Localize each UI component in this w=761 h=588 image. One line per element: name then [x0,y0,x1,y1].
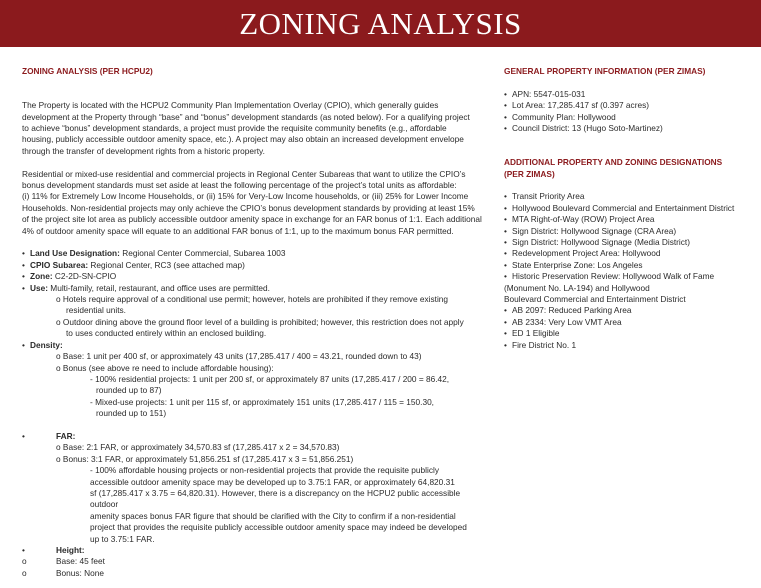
zoning-analysis-heading: ZONING ANALYSIS (PER HCPU2) [22,66,153,76]
designation-item: • State Enterprise Zone: Los Angeles [504,260,754,271]
designation-item: • Fire District No. 1 [504,340,754,351]
far-item: • FAR: [22,431,484,442]
density-residential: - 100% residential projects: 1 unit per 200 sf, or approximately 87 units (17,285.417 / 200 = 86.42, [90,373,450,384]
far-detail-line: project that provides the requisite publicly accessible outdoor amenity space may indeed be developed [90,522,467,533]
designation-item: • Sign District: Hollywood Signage (CRA Area) [504,226,754,237]
far-bonus: o Bonus: 3:1 FAR, or approximately 51,856.251 sf (17,285.417 x 3 = 51,856.251) [56,453,354,464]
height-base: o Base: 45 feet [22,556,105,567]
far-detail-line: accessible outdoor amenity space may be developed up to 3.75:1 FAR, or approximately 64,820.31 [90,476,455,487]
designation-item: • ED 1 Eligible [504,328,754,339]
height-bonus: o Bonus: None [22,567,104,578]
designation-item: • Hollywood Boulevard Commercial and Entertainment District [504,203,754,214]
cpio-subarea-item: • CPIO Subarea: Regional Center, RC3 (see attached map) [22,260,484,271]
density-mixed-cont: rounded up to 151) [96,408,167,419]
page-title: ZONING ANALYSIS [239,5,522,41]
intro-paragraph [22,100,484,157]
far-detail-line: sf (17,285.417 x 3.75 = 64,820.31). However, there is a discrepancy on the HCPU2 public accessible outdoor [90,487,461,510]
text-line: through the transfer of development rights from a historic property. [22,145,265,156]
affordability-paragraph [22,169,484,237]
far-base: o Base: 2:1 FAR, or approximately 34,570.83 sf (17,285.417 x 2 = 34,570.83) [56,442,340,453]
text-line: (i) 11% for Extremely Low Income Households, or (ii) 15% for Very-Low Income households, or (iii) 25% for Lower Income [22,191,469,202]
general-info-item: • Council District: 13 (Hugo Soto-Martinez) [504,123,754,134]
general-info-item: • Community Plan: Hollywood [504,112,754,123]
density-item: • Density: [22,340,484,351]
zoning-analysis-column [22,66,484,579]
density-mixed: - Mixed-use projects: 1 unit per 115 sf, or approximately 151 units (17,285.417 / 115 = 150.30, [90,396,434,407]
text-line: Households. Non-residential projects may only achieve the CPIO’s bonus development standards by providing at least 15% [22,202,475,213]
height-item: • Height: [22,545,484,556]
far-detail-line: up to 3.75:1 FAR. [90,533,155,544]
historic-review-item: • Historic Preservation Review: Hollywood Walk of Fame [504,271,754,282]
text-line: Residential or mixed-use residential and commercial projects in Regional Center Subareas that want to utilize the CPIO’s [22,168,466,179]
density-bonus: o Bonus (see above re need to include affordable housing): [56,362,274,373]
text-line: to achieve “bonus” development standards, a project must provide the requisite community benefits (e.g., affordable [22,123,447,133]
text-line: 4% of outdoor amenity space will equate to an additional FAR bonus of 1:1, up to the maximum bonus FAR permitted. [22,225,454,236]
density-base: o Base: 1 unit per 400 sf, or approximately 43 units (17,285.417 / 400 = 43.21, rounded down to 43) [56,351,422,362]
zone-item: • Zone: C2-2D-SN-CPIO [22,271,484,282]
far-detail-line: amenity spaces bonus FAR figure that should be clarified with the City to confirm if a non-residential [90,510,456,521]
designation-item: • MTA Right-of-Way (ROW) Project Area [504,214,754,225]
designation-item: • Transit Priority Area [504,191,754,202]
designation-item: • Sign District: Hollywood Signage (Media District) [504,237,754,248]
text-line: housing, publicly accessible outdoor amenity space, etc.). A project may also obtain an increased development envelope [22,134,464,145]
text-line: development at the Property through “base” and “bonus” development standards (as noted below). For a qualifying project [22,111,470,122]
text-line: bonus development standards must set aside at least the following percentage of the project’s total units as affordable: [22,180,457,191]
additional-designations-heading: ADDITIONAL PROPERTY AND ZONING DESIGNATIONS (PER ZIMAS) [504,157,723,179]
general-info-item: • APN: 5547-015-031 [504,89,754,100]
use-hotels-cont: residential units. [66,305,126,316]
use-outdoor: o Outdoor dining above the ground floor level of a building is prohibited; however, this restriction does not apply [56,316,464,327]
designation-item: • Redevelopment Project Area: Hollywood [504,248,754,259]
property-info-column [504,66,754,351]
general-info-item: • Lot Area: 17,285.417 sf (0.397 acres) [504,100,754,111]
designation-item: • AB 2097: Reduced Parking Area [504,305,754,316]
general-info-heading: GENERAL PROPERTY INFORMATION (PER ZIMAS) [504,66,706,76]
far-detail-line: - 100% affordable housing projects or non-residential projects that provide the requisite publicly [90,465,439,476]
historic-review-cont: Boulevard Commercial and Entertainment District [504,294,686,305]
historic-review-cont: (Monument No. LA-194) and Hollywood [504,282,650,293]
designation-item: • AB 2334: Very Low VMT Area [504,317,754,328]
use-item: • Use: Multi-family, retail, restaurant, and office uses are permitted. [22,283,484,294]
density-residential-cont: rounded up to 87) [96,385,162,396]
title-banner [0,0,761,47]
text-line: of the project site lot area as publicly accessible outdoor amenity space in exchange for an FAR bonus of 1:1. Each additional [22,214,482,225]
land-use-item: • Land Use Designation: Regional Center Commercial, Subarea 1003 [22,248,484,259]
text-line: The Property is located with the HCPU2 Community Plan Implementation Overlay (CPIO), which generally guides [22,100,439,111]
use-outdoor-cont: to uses conducted entirely within an enclosed building. [66,328,267,339]
use-hotels: o Hotels require approval of a conditional use permit; however, hotels are prohibited if they remove existing [56,294,449,305]
